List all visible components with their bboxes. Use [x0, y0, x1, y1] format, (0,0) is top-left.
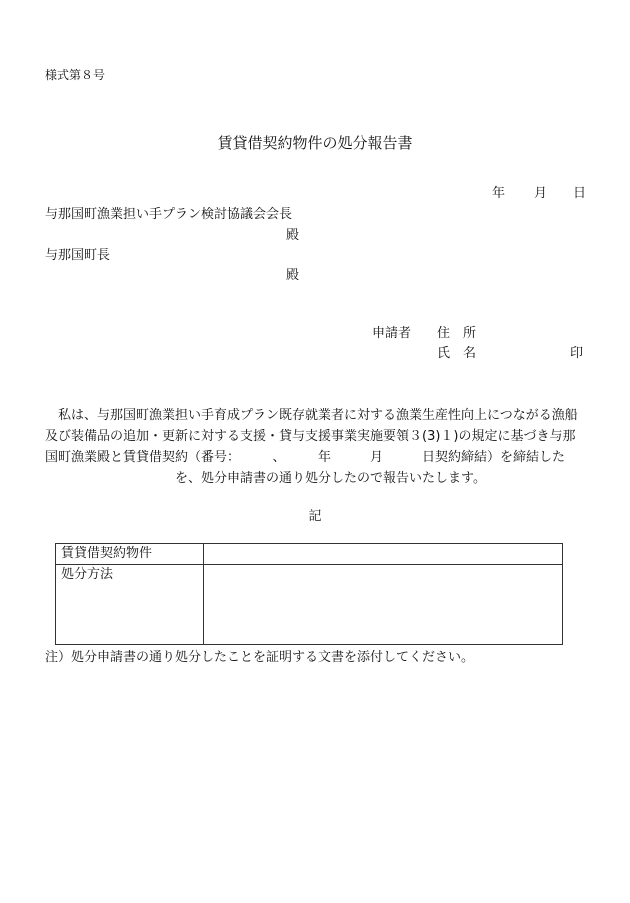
disposal-method-label: 処分方法	[56, 565, 204, 645]
item-table	[55, 543, 563, 645]
name-label: 氏 名	[437, 346, 477, 361]
address-label: 住 所	[437, 326, 477, 341]
table-row	[56, 565, 563, 645]
ki-heading: 記	[308, 509, 322, 524]
body-line: 及び装備品の追加・更新に対する支援・貸与支援事業実施要領３(3)１)の規定に基づき与那	[45, 429, 576, 444]
honorific-dono: 殿	[286, 268, 300, 283]
body-line: 私は、与那国町漁業担い手育成プラン既存就業者に対する漁業生産性向上につながる漁船	[45, 408, 578, 423]
contract-item-value[interactable]	[204, 544, 563, 565]
date-day: 日	[573, 186, 587, 201]
seal-mark: 印	[570, 346, 584, 361]
body-line: 国町漁業殿と賃貸借契約（番号： 、 年 月 日契約締結）を締結した	[45, 450, 566, 465]
report-body	[45, 405, 593, 489]
applicant-label: 申請者	[372, 326, 412, 341]
addressee-mayor: 与那国町長	[45, 248, 111, 263]
honorific-dono: 殿	[286, 228, 300, 243]
addressee-council-chair: 与那国町漁業担い手プラン検討協議会会長	[45, 207, 293, 222]
date-month: 月	[534, 186, 548, 201]
disposal-method-value[interactable]	[204, 565, 563, 645]
document-title: 賃貸借契約物件の処分報告書	[217, 134, 413, 152]
contract-item-label: 賃貸借契約物件	[56, 544, 204, 565]
table-row	[56, 544, 563, 565]
date-year: 年	[492, 186, 506, 201]
attachment-note: 注）処分申請書の通り処分したことを証明する文書を添付してください。	[45, 650, 475, 665]
form-number: 様式第８号	[45, 68, 106, 82]
body-line: を、処分申請書の通り処分したので報告いたします。	[45, 471, 486, 486]
